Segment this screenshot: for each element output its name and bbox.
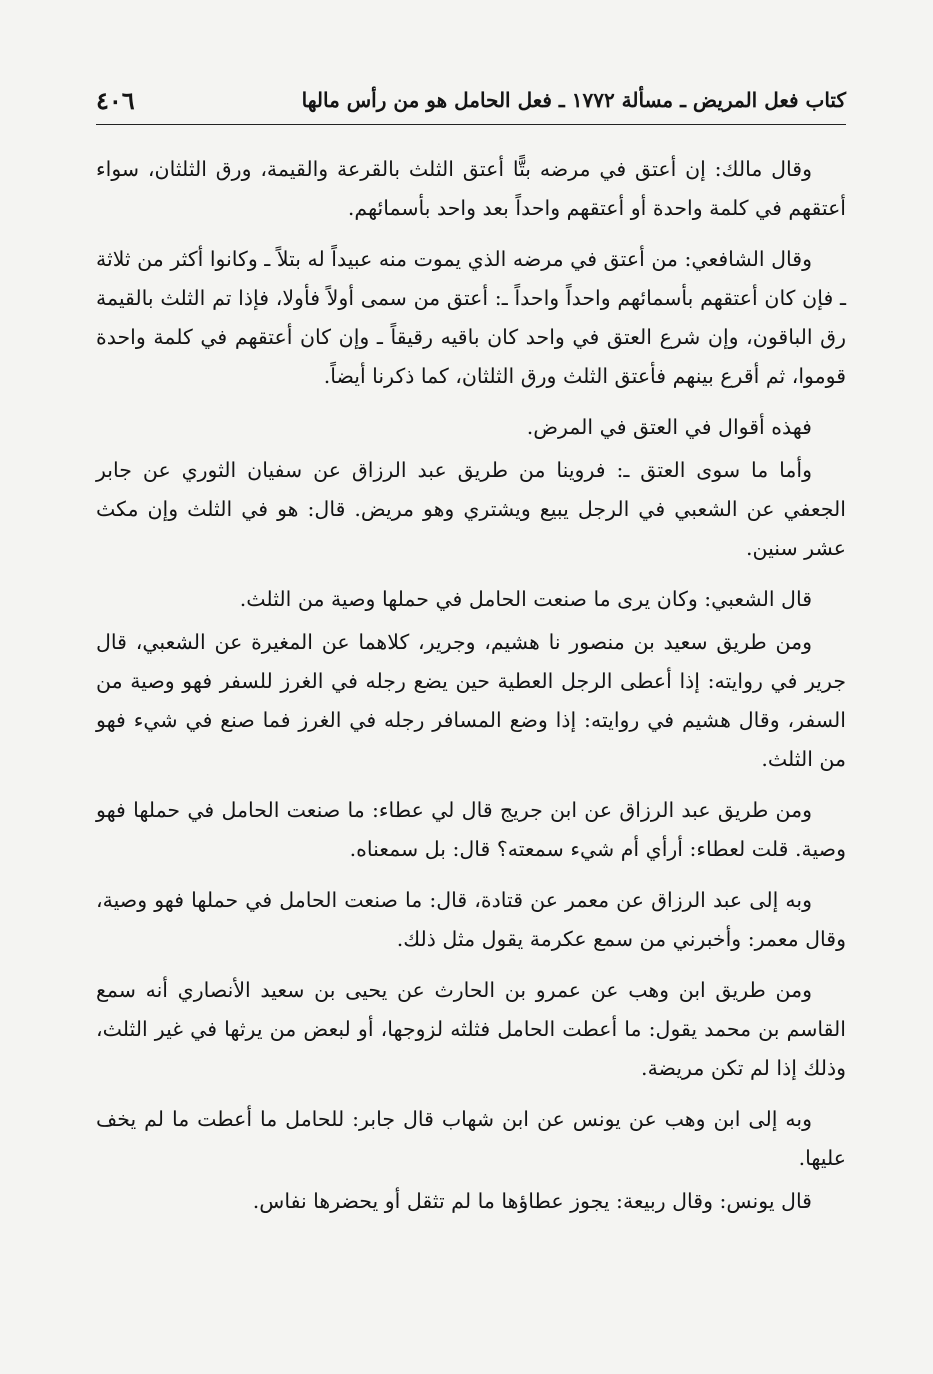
paragraph-said-ibn-mansur: ومن طريق سعيد بن منصور نا هشيم، وجرير، كلاهما عن المغيرة عن الشعبي، قال جرير في روايته: إذا أعطى الرجل العطية حين يضع رجله في الغرز للسفر فهو وصية من السفر، وقال هشيم في روايته: إذا وضع المسافر رجله في الغرز فما صنع في شيء فهو من الثلث. <box>96 630 846 771</box>
paragraph-ibn-jurayj: ومن طريق عبد الرزاق عن ابن جريج قال لي عطاء: ما صنعت الحامل في حملها فهو وصية. قلت لعطاء: أرأي أم شيء سمعته؟ قال: بل سمعناه. <box>96 798 846 861</box>
paragraph-rabia: قال يونس: وقال ربيعة: يجوز عطاؤها ما لم تثقل أو يحضرها نفاس. <box>252 1189 812 1213</box>
paragraph-ibn-wahb: ومن طريق ابن وهب عن عمرو بن الحارث عن يحيى بن سعيد الأنصاري أنه سمع القاسم بن محمد يقول: ما أعطت الحامل فثلثه لزوجها، أو لبعض من يرثها في غير الثلث، وذلك إذا لم تكن مريضة. <box>96 978 846 1080</box>
paragraph-malik: وقال مالك: إن أعتق في مرضه بتًّا أعتق الثلث بالقرعة والقيمة، ورق الثلثان، سواء أعتقهم في كلمة واحدة أو أعتقهم واحداً بعد واحد بأسمائهم. <box>96 157 846 220</box>
paragraph-shafii: وقال الشافعي: من أعتق في مرضه الذي يموت منه عبيداً له بتلاً ـ وكانوا أكثر من ثلاثة ـ فإن كان أعتقهم بأسمائهم واحداً واحداً ـ: أعتق من سمى أولاً فأولا، فإذا تم الثلث بالقيمة رق الباقون، وإن شرع العتق في واحد كان باقيه رقيقاً ـ وإن كان أعتقهم في كلمة واحدة قوموا، ثم أقرع بينهم فأعتق الثلث ورق الثلثان، كما ذكرنا أيضاً. <box>96 247 846 388</box>
page-body <box>96 150 846 1233</box>
page-header <box>96 84 846 125</box>
page-number: ٤٠٦ <box>96 86 135 115</box>
paragraph-other-than-manumission: وأما ما سوى العتق ـ: فروينا من طريق عبد الرزاق عن سفيان الثوري عن جابر الجعفي عن الشعبي في الرجل يبيع ويشتري وهو مريض. قال: هو في الثلث وإن مكث عشر سنين. <box>96 458 846 560</box>
running-title: كتاب فعل المريض ـ مسألة ١٧٧٢ ـ فعل الحامل هو من رأس مالها <box>301 88 846 112</box>
paragraph-mamar: وبه إلى عبد الرزاق عن معمر عن قتادة، قال: ما صنعت الحامل في حملها فهو وصية، وقال معمر: وأخبرني من سمع عكرمة يقول مثل ذلك. <box>96 888 846 951</box>
paragraph-ibn-shihab: وبه إلى ابن وهب عن يونس عن ابن شهاب قال جابر: للحامل ما أعطت ما لم يخف عليها. <box>96 1107 846 1170</box>
paragraph-shabi: قال الشعبي: وكان يرى ما صنعت الحامل في حملها وصية من الثلث. <box>239 587 812 611</box>
paragraph-summary: فهذه أقوال في العتق في المرض. <box>526 415 812 439</box>
